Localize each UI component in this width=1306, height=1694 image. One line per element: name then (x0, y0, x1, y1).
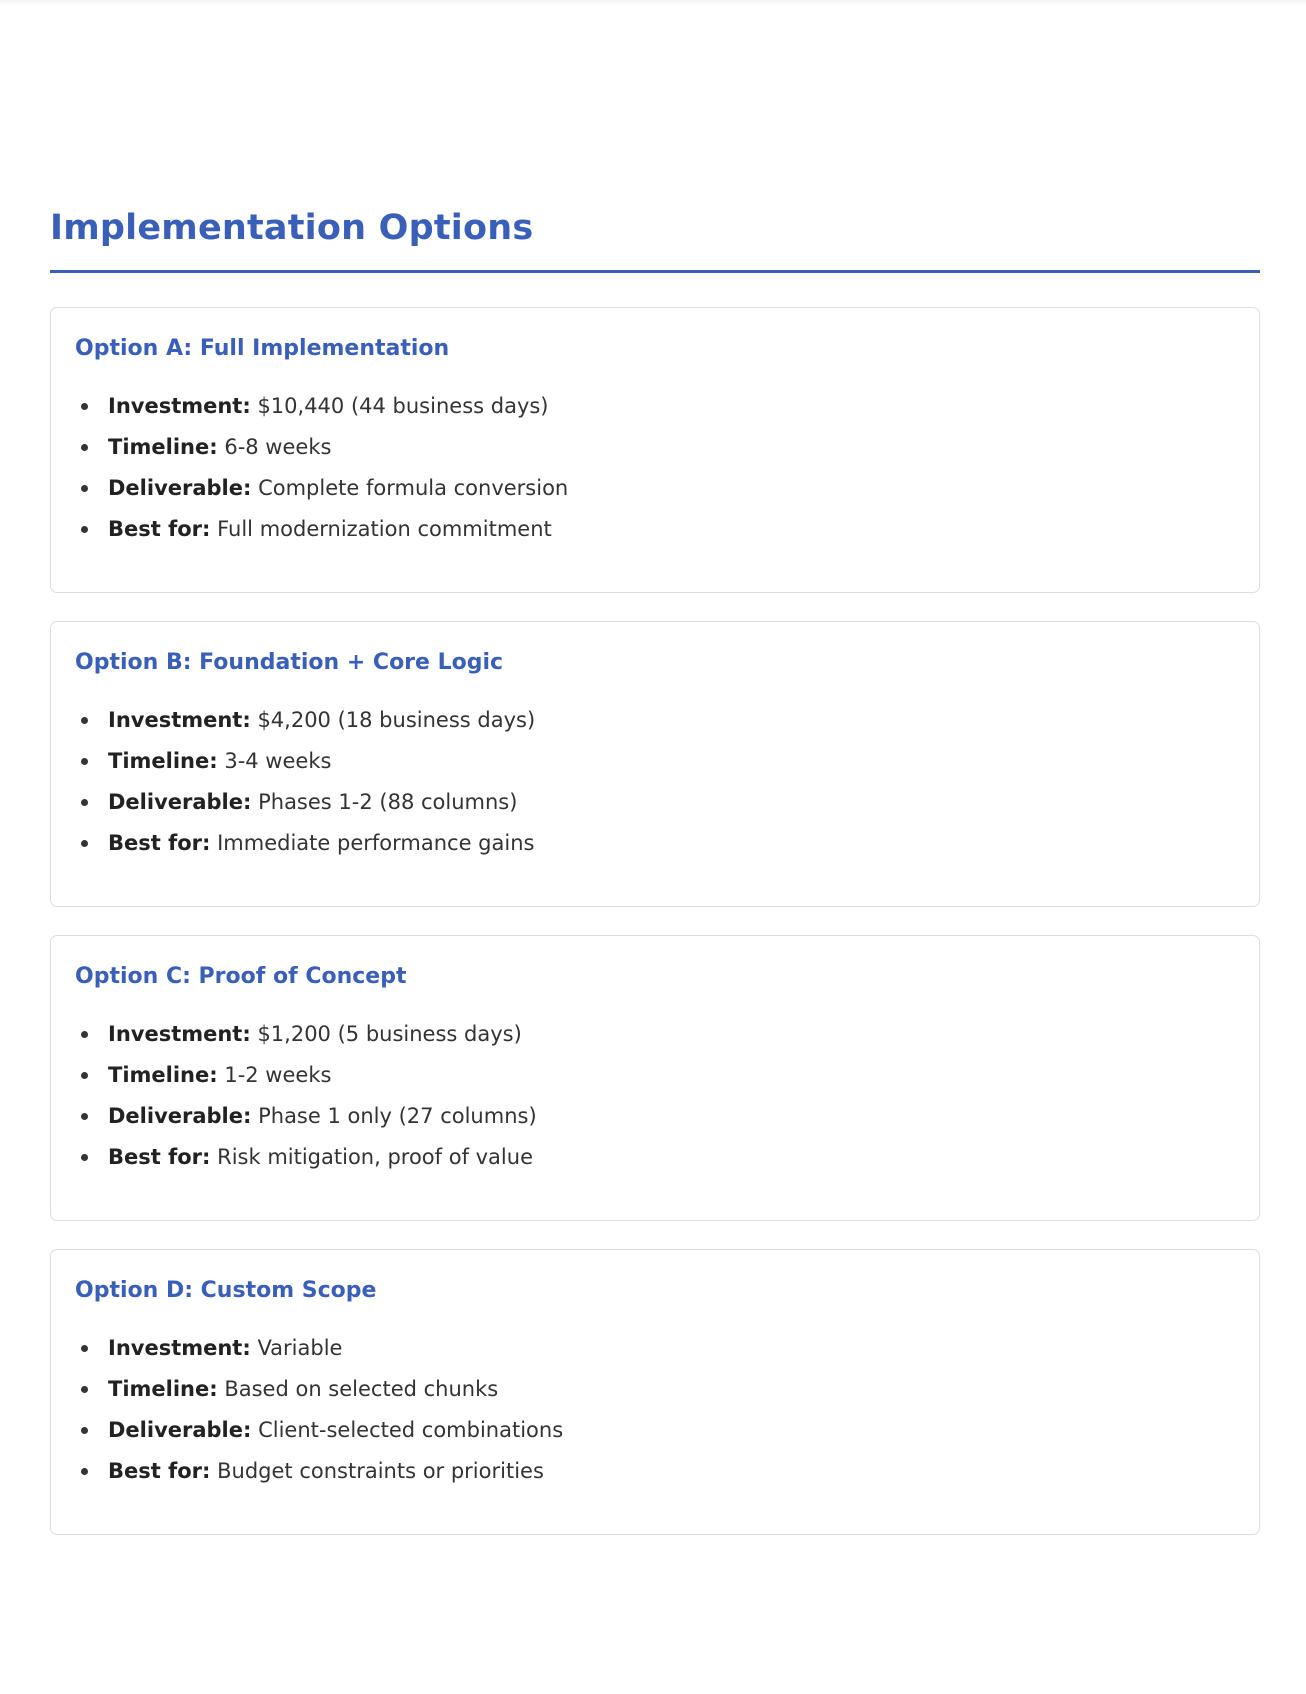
detail-value: 3-4 weeks (224, 749, 332, 773)
detail-value: Variable (257, 1336, 343, 1360)
detail-label: Timeline: (108, 435, 218, 459)
detail-timeline (75, 1369, 1235, 1410)
bullet-icon (81, 1154, 88, 1161)
detail-deliverable (75, 782, 1235, 823)
detail-value: Phases 1-2 (88 columns) (258, 790, 518, 814)
bullet-icon (81, 485, 88, 492)
detail-value: Complete formula conversion (258, 476, 569, 500)
bullet-icon (81, 799, 88, 806)
detail-timeline (75, 427, 1235, 468)
option-details (75, 1014, 1235, 1178)
document-content (50, 200, 1260, 1535)
detail-label: Deliverable: (108, 790, 252, 814)
detail-value: Risk mitigation, proof of value (217, 1145, 533, 1169)
option-title: Option C: Proof of Concept (75, 964, 407, 989)
bullet-icon (81, 1386, 88, 1393)
bullet-icon (81, 1427, 88, 1434)
detail-investment (75, 386, 1235, 427)
detail-best-for (75, 823, 1235, 864)
page-title: Implementation Options (50, 200, 1260, 273)
bullet-icon (81, 1031, 88, 1038)
bullet-icon (81, 840, 88, 847)
detail-timeline (75, 741, 1235, 782)
detail-label: Best for: (108, 517, 211, 541)
detail-best-for (75, 509, 1235, 550)
bullet-icon (81, 717, 88, 724)
detail-value: Immediate performance gains (217, 831, 535, 855)
top-edge-shadow (0, 0, 1306, 6)
bullet-icon (81, 1345, 88, 1352)
detail-label: Best for: (108, 1459, 211, 1483)
detail-value: Based on selected chunks (224, 1377, 499, 1401)
detail-value: $4,200 (18 business days) (257, 708, 536, 732)
detail-value: Full modernization commitment (217, 517, 552, 541)
detail-label: Investment: (108, 1022, 251, 1046)
option-details (75, 1328, 1235, 1492)
detail-label: Deliverable: (108, 476, 252, 500)
detail-value: Client-selected combinations (258, 1418, 564, 1442)
bullet-icon (81, 1468, 88, 1475)
detail-deliverable (75, 1096, 1235, 1137)
option-title: Option A: Full Implementation (75, 336, 450, 361)
detail-label: Timeline: (108, 1377, 218, 1401)
detail-value: $10,440 (44 business days) (257, 394, 549, 418)
detail-label: Investment: (108, 708, 251, 732)
detail-label: Best for: (108, 831, 211, 855)
detail-value: 1-2 weeks (224, 1063, 332, 1087)
option-card-a (50, 307, 1260, 593)
detail-best-for (75, 1137, 1235, 1178)
detail-label: Timeline: (108, 1063, 218, 1087)
detail-label: Deliverable: (108, 1418, 252, 1442)
detail-label: Deliverable: (108, 1104, 252, 1128)
bullet-icon (81, 758, 88, 765)
bullet-icon (81, 1072, 88, 1079)
detail-deliverable (75, 468, 1235, 509)
detail-investment (75, 1328, 1235, 1369)
detail-deliverable (75, 1410, 1235, 1451)
detail-value: Phase 1 only (27 columns) (258, 1104, 537, 1128)
option-card-d (50, 1249, 1260, 1535)
option-title: Option D: Custom Scope (75, 1278, 377, 1303)
detail-value: $1,200 (5 business days) (257, 1022, 522, 1046)
detail-label: Investment: (108, 394, 251, 418)
detail-label: Timeline: (108, 749, 218, 773)
detail-timeline (75, 1055, 1235, 1096)
option-details (75, 386, 1235, 550)
bullet-icon (81, 403, 88, 410)
detail-value: Budget constraints or priorities (217, 1459, 544, 1483)
option-title: Option B: Foundation + Core Logic (75, 650, 504, 675)
bullet-icon (81, 444, 88, 451)
detail-label: Investment: (108, 1336, 251, 1360)
detail-label: Best for: (108, 1145, 211, 1169)
option-card-c (50, 935, 1260, 1221)
option-details (75, 700, 1235, 864)
detail-investment (75, 700, 1235, 741)
detail-best-for (75, 1451, 1235, 1492)
bullet-icon (81, 1113, 88, 1120)
detail-value: 6-8 weeks (224, 435, 332, 459)
bullet-icon (81, 526, 88, 533)
detail-investment (75, 1014, 1235, 1055)
option-card-b (50, 621, 1260, 907)
options-list (50, 307, 1260, 1535)
